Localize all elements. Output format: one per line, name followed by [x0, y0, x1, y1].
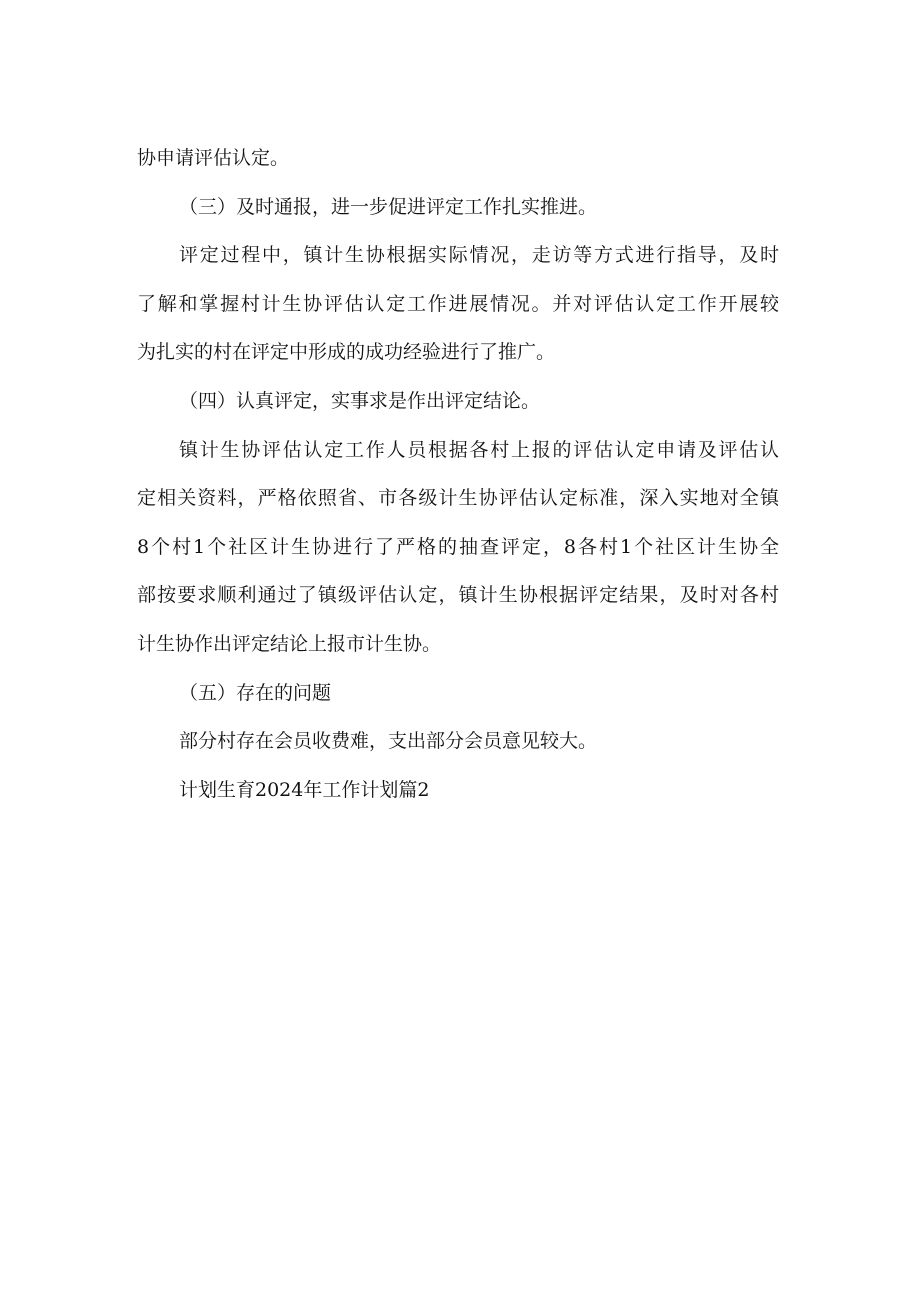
paragraph-line: 为扎实的村在评定中形成的成功经验进行了推广。: [137, 341, 556, 364]
paragraph-line: 定相关资料，严格依照省、市各级计生协评估认定标准，深入实地对全镇: [137, 487, 779, 510]
section-heading-5: （五）存在的问题: [179, 681, 332, 704]
section-heading-3: （三）及时通报，进一步促进评定工作扎实推进。: [179, 195, 598, 218]
paragraph-line: 8个村1个社区计生协进行了严格的抽查评定，8各村1个社区计生协全: [137, 535, 779, 558]
document-title-next: 计划生育2024年工作计划篇2: [179, 778, 430, 801]
paragraph-line: 了解和掌握村计生协评估认定工作进展情况。并对评估认定工作开展较: [137, 292, 779, 315]
document-body: [137, 138, 779, 818]
section-heading-4: （四）认真评定，实事求是作出评定结论。: [179, 389, 541, 412]
paragraph-line: 部按要求顺利通过了镇级评估认定，镇计生协根据评定结果，及时对各村: [137, 584, 779, 607]
paragraph-line: 部分村存在会员收费难，支出部分会员意见较大。: [179, 730, 598, 753]
paragraph-line: 协申请评估认定。: [137, 147, 290, 169]
paragraph-line: 评定过程中，镇计生协根据实际情况，走访等方式进行指导，及时: [179, 244, 779, 267]
paragraph-line: 镇计生协评估认定工作人员根据各村上报的评估认定申请及评估认: [179, 438, 779, 461]
paragraph-line: 计生协作出评定结论上报市计生协。: [137, 632, 442, 655]
